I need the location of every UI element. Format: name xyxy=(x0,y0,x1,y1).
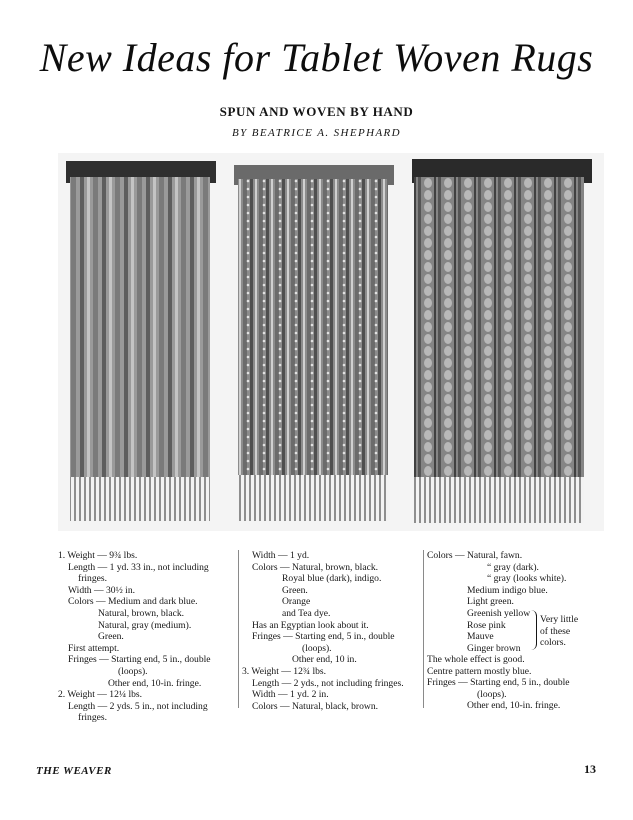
rug2-fringes-3: Other end, 10 in. xyxy=(292,654,357,666)
rug3-fringes-3: Other end, 10-in. fringe. xyxy=(467,700,561,712)
column-divider-1 xyxy=(238,550,239,708)
rugs-photo-illustration xyxy=(58,153,604,531)
rug1-note: First attempt. xyxy=(68,642,120,654)
rug1-fringes-2: (loops). xyxy=(118,665,148,677)
rug2-colors-3: Green. xyxy=(282,584,308,596)
rug1-length-text: Length — 1 yd. 33 in., not including xyxy=(68,561,209,573)
rug3-length: Length — 2 yds., not including fringes. xyxy=(252,677,404,689)
rug1-fringes: Fringes — Starting end, 5 in., double xyxy=(68,654,211,666)
page-number: 13 xyxy=(584,762,596,776)
rug2-weight: 2. Weight — 12¼ lbs. xyxy=(58,689,143,701)
minor-color-4: Ginger brown xyxy=(467,642,521,654)
rug2-length-cont: fringes. xyxy=(78,712,108,724)
rug3-colors-5: Light green. xyxy=(467,596,514,608)
column-divider-2 xyxy=(423,550,424,708)
rug1-weight: 1. Weight — 9¾ lbs. xyxy=(58,550,138,561)
rug2-colors-2: Royal blue (dark), indigo. xyxy=(282,573,382,585)
rug3-fringes: Fringes — Starting end, 5 in., double xyxy=(427,677,570,689)
article-byline: BY BEATRICE A. SHEPHARD xyxy=(231,127,402,139)
minor-color-1: Greenish yellow xyxy=(467,607,531,619)
rug3-colors: Colors — Natural, black, brown. xyxy=(252,700,379,712)
rug2-note: Has an Egyptian look about it. xyxy=(252,619,369,631)
details-column-1 xyxy=(58,550,238,724)
rug1-width: Width — 30½ in. xyxy=(68,584,136,596)
details-column-2 xyxy=(242,550,422,712)
rug1-colors-2: Natural, brown, black. xyxy=(98,607,185,619)
rug1-length xyxy=(58,562,238,574)
rug2-fringes-2: (loops). xyxy=(302,642,332,654)
rug1-colors-3: Natural, gray (medium). xyxy=(98,619,192,631)
brace-note-1: Very little xyxy=(540,613,579,625)
article-title: New Ideas for Tablet Woven Rugs xyxy=(39,35,594,80)
rug2-fringes: Fringes — Starting end, 5 in., double xyxy=(252,631,395,643)
minor-colors-group xyxy=(427,608,607,654)
rug3-colors-2: “ gray (dark). xyxy=(487,561,539,573)
rug3-note-1: The whole effect is good. xyxy=(427,653,525,665)
rug3-weight: 3. Weight — 12¾ lbs. xyxy=(242,665,327,677)
minor-color-2: Rose pink xyxy=(467,619,506,631)
rug2-length: Length — 2 yds. 5 in., not including xyxy=(68,700,208,712)
rug3-colors-4: Medium indigo blue. xyxy=(467,584,548,596)
rug2-colors: Colors — Natural, brown, black. xyxy=(252,561,379,573)
details-column-3 xyxy=(427,550,607,712)
rugs-photograph xyxy=(58,153,604,531)
rug2-width: Width — 1 yd. xyxy=(252,550,310,561)
rug1-fringes-3: Other end, 10-in. fringe. xyxy=(108,677,202,689)
rug3-colors-3: “ gray (looks white). xyxy=(487,573,567,585)
minor-color-3: Mauve xyxy=(467,631,494,643)
brace-icon xyxy=(530,610,537,650)
rug3-width: Width — 1 yd. 2 in. xyxy=(252,689,329,701)
article-subtitle: SPUN AND WOVEN BY HAND xyxy=(219,104,414,119)
rug1-length-cont: fringes. xyxy=(78,573,108,585)
brace-note-2: of these xyxy=(540,625,571,637)
rug2-colors-4: Orange xyxy=(282,596,311,608)
rug3-note-2: Centre pattern mostly blue. xyxy=(427,665,532,677)
publication-name: THE WEAVER xyxy=(36,765,112,777)
rug1-colors: Colors — Medium and dark blue. xyxy=(68,596,198,608)
rug1-colors-4: Green. xyxy=(98,631,124,643)
brace-note-3: colors. xyxy=(540,637,566,649)
rug2-colors-5: and Tea dye. xyxy=(282,607,331,619)
rug3-colors-cont: Colors — Natural, fawn. xyxy=(427,550,523,561)
brace-note xyxy=(540,614,578,649)
rug3-fringes-2: (loops). xyxy=(477,688,507,700)
